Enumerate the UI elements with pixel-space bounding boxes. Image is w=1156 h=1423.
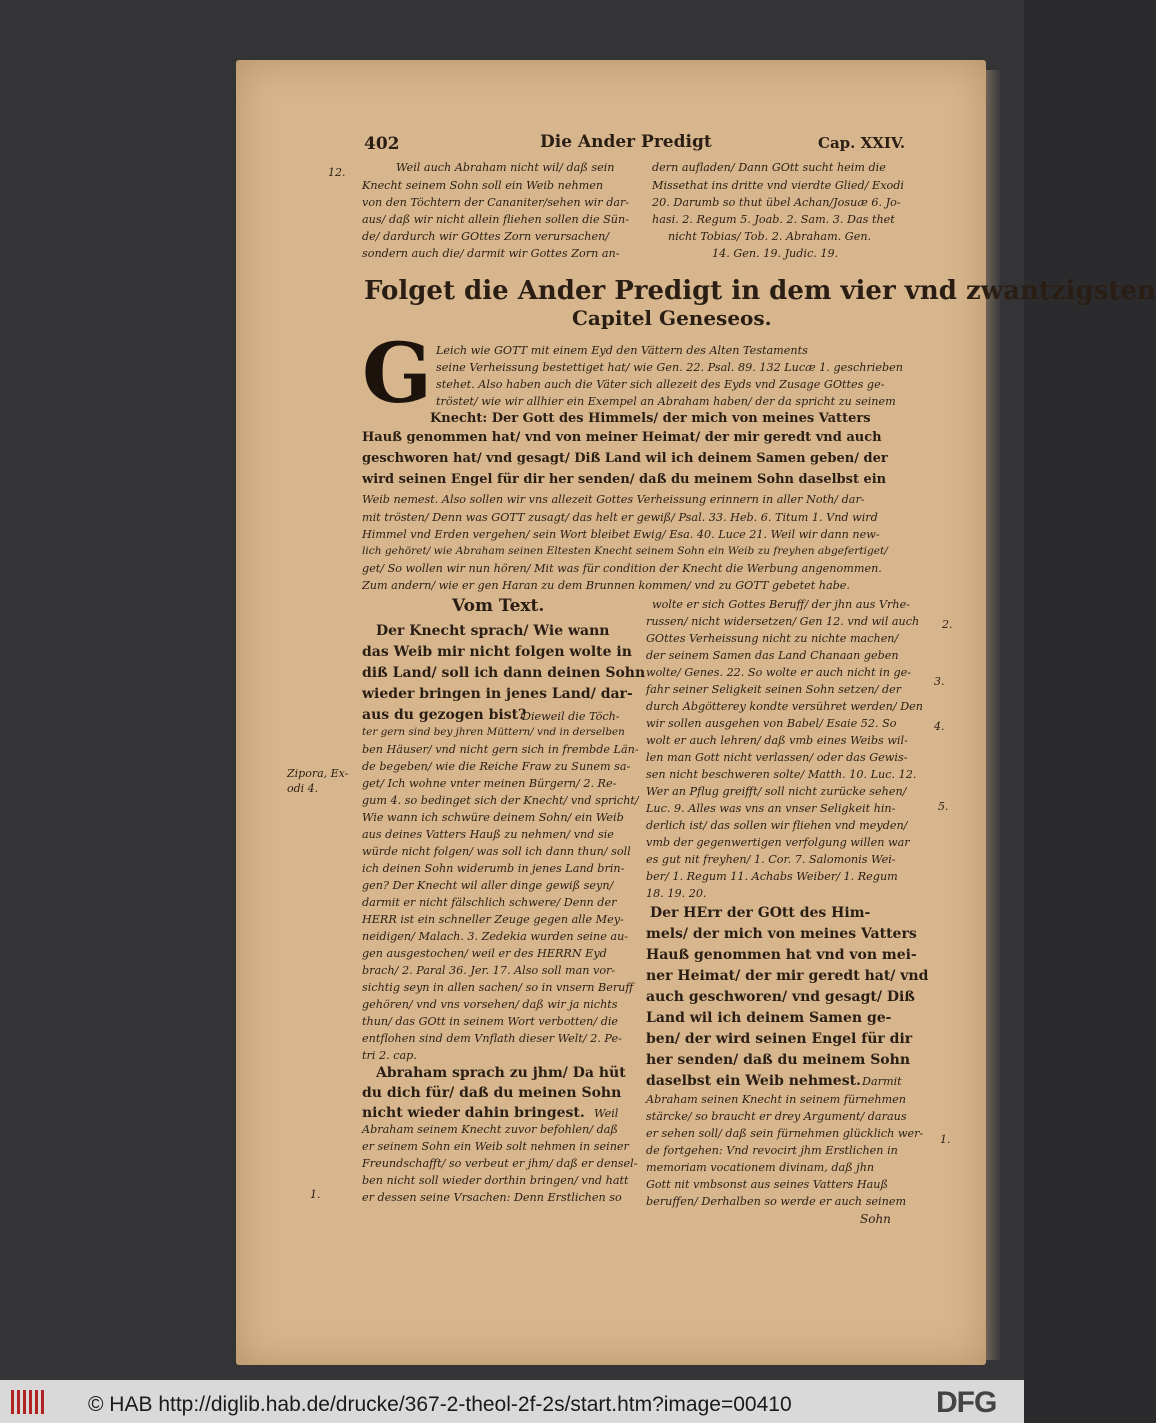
text-line: lich gehöret/ wie Abraham seinen Eltesten Knecht seinem Sohn ein Weib zu freyhen abgefertiget/ <box>362 545 888 557</box>
text-line: tri 2. cap. <box>362 1049 417 1062</box>
text-line: get/ Ich wohne vnter meinen Bürgern/ 2. Re- <box>362 777 617 790</box>
text-line: ben nicht soll wieder dorthin bringen/ vnd hatt <box>362 1174 629 1187</box>
text-line: er seinem Sohn ein Weib solt nehmen in seiner <box>362 1140 629 1153</box>
text-line: nicht wieder dahin bringest. <box>362 1105 585 1121</box>
text-line: 20. Darumb so thut übel Achan/Josuæ 6. Jo- <box>652 196 901 209</box>
text-line: tröstet/ wie wir allhier ein Exempel an Abraham haben/ der da spricht zu seinem <box>436 395 896 408</box>
text-line: Wie wann ich schwüre deinem Sohn/ ein Weib <box>362 811 624 824</box>
text-line: wird seinen Engel für dir her senden/ daß du meinem Sohn daselbst ein <box>362 472 887 487</box>
text-line: len man Gott nicht verlassen/ oder das Gewis- <box>646 751 908 764</box>
sermon-subtitle: Capitel Geneseos. <box>572 306 772 330</box>
text-line: das Weib mir nicht folgen wolte in <box>362 644 632 660</box>
library-logo-icon <box>8 1386 48 1418</box>
text-line: Weib nemest. Also sollen wir vns allezeit Gottes Verheissung erinnern in aller Noth/ dar- <box>362 493 865 506</box>
text-line: sondern auch die/ darmit wir Gottes Zorn an- <box>362 247 620 260</box>
text-line: Leich wie GOTT mit einem Eyd den Vättern des Alten Testaments <box>436 344 808 357</box>
text-line: Knecht seinem Sohn soll ein Weib nehmen <box>362 179 604 192</box>
text-line: er dessen seine Vrsachen: Denn Erstlichen so <box>362 1191 622 1204</box>
text-line: memoriam vocationem divinam, daß jhn <box>646 1161 875 1174</box>
text-line: hasi. 2. Regum 5. Joab. 2. Sam. 3. Das thet <box>652 213 895 226</box>
text-line: es gut nit freyhen/ 1. Cor. 7. Salomonis Wei- <box>646 853 896 866</box>
text-line: GOttes Verheissung nicht zu nichte machen/ <box>646 632 899 645</box>
text-line: Weil <box>594 1107 619 1120</box>
text-line: der seinem Samen das Land Chanaan geben <box>646 649 899 662</box>
margin-note-right-3: 3. <box>934 675 945 688</box>
text-line: nicht Tobias/ Tob. 2. Abraham. Gen. <box>668 230 872 243</box>
text-line: Freundschafft/ so verbeut er jhm/ daß er densel- <box>362 1157 638 1170</box>
text-line: Hauß genommen hat vnd von mei- <box>646 947 917 963</box>
text-line: Abraham seinen Knecht in seinem fürnehmen <box>646 1093 906 1106</box>
text-line: beruffen/ Derhalben so werde er auch seinem <box>646 1195 907 1208</box>
text-line: HERR ist ein schneller Zeuge gegen alle Mey- <box>362 913 624 926</box>
text-line: aus deines Vatters Hauß zu nehmen/ vnd sie <box>362 828 614 841</box>
running-title: Die Ander Predigt <box>540 132 712 152</box>
text-line: entflohen sind dem Vnflath dieser Welt/ 2. Pe- <box>362 1032 622 1045</box>
text-line: Zum andern/ wie er gen Haran zu dem Brunnen kommen/ vnd zu GOTT gebetet habe. <box>362 579 850 592</box>
text-line: gen? Der Knecht wil aller dinge gewiß seyn/ <box>362 879 614 892</box>
text-line: Gott nit vmbsonst aus seines Vatters Hauß <box>646 1178 888 1191</box>
text-line: durch Abgötterey kondte versühret werden/ Den <box>646 700 924 713</box>
text-line: fahr seiner Seligkeit seinen Sohn setzen/ der <box>646 683 902 696</box>
text-line: Luc. 9. Alles was vns an vnser Seligkeit hin- <box>646 802 896 815</box>
text-line: derlich ist/ das sollen wir fliehen vnd meyden/ <box>646 819 908 832</box>
text-line: 14. Gen. 19. Judic. 19. <box>712 247 839 260</box>
sermon-title: Folget die Ander Predigt in dem vier vnd zwantzigsten <box>364 276 1156 306</box>
section-heading: Vom Text. <box>452 596 545 616</box>
text-line: stärcke/ so braucht er drey Argument/ daraus <box>646 1110 907 1123</box>
text-line: gen ausgestochen/ weil er des HERRN Eyd <box>362 947 607 960</box>
text-line: wolt er auch lehren/ daß vmb eines Weibs wil- <box>646 734 908 747</box>
text-line: aus du gezogen bist? <box>362 707 527 723</box>
margin-note-zipora: Zipora, Ex- <box>287 767 349 780</box>
text-line: neidigen/ Malach. 3. Zedekia wurden seine au- <box>362 930 629 943</box>
text-line: ich deinen Sohn widerumb in jenes Land brin- <box>362 862 625 875</box>
text-line: Abraham seinem Knecht zuvor befohlen/ daß <box>362 1123 618 1136</box>
text-line: ner Heimat/ der mir geredt hat/ vnd <box>646 968 929 984</box>
text-line: wolte/ Genes. 22. So wolte er auch nicht in ge- <box>646 666 912 679</box>
text-line: Dieweil die Töch- <box>522 710 620 723</box>
text-line: gehören/ vnd vns vorsehen/ daß wir ja nichts <box>362 998 618 1011</box>
text-line: wir sollen ausgehen von Babel/ Esaie 52. So <box>646 717 897 730</box>
text-line: Darmit <box>862 1075 902 1088</box>
text-line: Wer an Pflug greifft/ soll nicht zurücke sehen/ <box>646 785 907 798</box>
text-line: Himmel vnd Erden vergehen/ sein Wort bleibet Ewig/ Esa. 40. Luce 21. Weil wir dann new- <box>362 528 880 541</box>
text-line: mels/ der mich von meines Vatters <box>646 926 917 942</box>
text-line: Der Knecht sprach/ Wie wann <box>376 623 610 639</box>
text-line: würde nicht folgen/ was soll ich dann thun/ soll <box>362 845 631 858</box>
text-line: Missethat ins dritte vnd vierdte Glied/ Exodi <box>652 179 904 192</box>
text-line: russen/ nicht widersetzen/ Gen 12. vnd wil auch <box>646 615 920 628</box>
margin-note-zipora-2: odi 4. <box>287 782 319 795</box>
text-line: darmit er nicht fälschlich schwere/ Denn der <box>362 896 617 909</box>
text-line: daselbst ein Weib nehmest. <box>646 1073 861 1089</box>
margin-note-right-2: 2. <box>942 618 953 631</box>
margin-note-left-1: 1. <box>310 1188 321 1201</box>
catchword: Sohn <box>860 1212 891 1226</box>
text-line: wieder bringen in jenes Land/ dar- <box>362 686 633 702</box>
text-line: thun/ das GOtt in seinem Wort verbotten/ die <box>362 1015 619 1028</box>
text-line: du dich für/ daß du meinen Sohn <box>362 1085 622 1101</box>
text-line: brach/ 2. Paral 36. Jer. 17. Also soll man vor- <box>362 964 616 977</box>
margin-note-right-1: 1. <box>940 1133 951 1146</box>
text-line: get/ So wollen wir nun hören/ Mit was für condition der Knecht die Werbung angenommen. <box>362 562 882 575</box>
text-line: mit trösten/ Denn was GOTT zusagt/ das helt er gewiß/ Psal. 33. Heb. 6. Titum 1. Vnd wird <box>362 511 878 524</box>
text-line: seine Verheissung bestettiget hat/ wie Gen. 22. Psal. 89. 132 Lucæ 1. geschrieben <box>436 361 903 374</box>
text-line: gum 4. so bedinget sich der Knecht/ vnd spricht/ <box>362 794 639 807</box>
text-line: er sehen soll/ daß sein fürnehmen glücklich wer- <box>646 1127 924 1140</box>
text-line: wolte er sich Gottes Beruff/ der jhn aus Vrhe- <box>652 598 910 611</box>
text-line: Knecht: Der Gott des Himmels/ der mich von meines Vatters <box>430 411 871 426</box>
text-line: sen nicht beschweren solte/ Matth. 10. Luc. 12. <box>646 768 917 781</box>
text-line: sichtig seyn in allen sachen/ so in vnsern Beruff <box>362 981 634 994</box>
text-line: diß Land/ soll ich dann deinen Sohn <box>362 665 646 681</box>
text-line: her senden/ daß du meinem Sohn <box>646 1052 910 1068</box>
chapter-label: Cap. XXIV. <box>818 134 906 152</box>
text-line: geschworen hat/ vnd gesagt/ Diß Land wil ich deinem Samen geben/ der <box>362 451 888 466</box>
text-line: von den Töchtern der Cananiter/sehen wir dar- <box>362 196 630 209</box>
margin-note-right-5: 5. <box>938 800 949 813</box>
text-line: Hauß genommen hat/ vnd von meiner Heimat/ der mir geredt vnd auch <box>362 430 882 445</box>
text-line: de begeben/ wie die Reiche Fraw zu Sunem sa- <box>362 760 631 773</box>
text-line: ben Häuser/ vnd nicht gern sich in frembde Län- <box>362 743 639 756</box>
dfg-logo: DFG <box>936 1386 997 1419</box>
text-line: Weil auch Abraham nicht wil/ daß sein <box>396 161 615 174</box>
text-line: ter gern sind bey jhren Müttern/ vnd in derselben <box>362 726 625 738</box>
copyright-link[interactable]: © HAB http://diglib.hab.de/drucke/367-2-theol-2f-2s/start.htm?image=00410 <box>88 1393 792 1416</box>
text-line: aus/ daß wir nicht allein fliehen sollen die Sün- <box>362 213 629 226</box>
margin-note-right-4: 4. <box>934 720 945 733</box>
text-line: ben/ der wird seinen Engel für dir <box>646 1031 913 1047</box>
text-line: Land wil ich deinem Samen ge- <box>646 1010 892 1026</box>
text-line: stehet. Also haben auch die Väter sich allezeit des Eyds vnd Zusage GOttes ge- <box>436 378 885 391</box>
margin-note-top: 12. <box>328 166 346 179</box>
drop-cap-initial: G <box>362 326 433 422</box>
text-line: Abraham sprach zu jhm/ Da hüt <box>376 1065 626 1081</box>
text-line: auch geschworen/ vnd gesagt/ Diß <box>646 989 915 1005</box>
text-line: dern aufladen/ Dann GOtt sucht heim die <box>652 161 886 174</box>
text-line: 18. 19. 20. <box>646 887 707 900</box>
text-line: Der HErr der GOtt des Him- <box>650 905 871 921</box>
text-line: ber/ 1. Regum 11. Achabs Weiber/ 1. Regum <box>646 870 898 883</box>
text-line: de/ dardurch wir GOttes Zorn verursachen/ <box>362 230 610 243</box>
text-line: de fortgehen: Vnd revocirt jhm Erstlichen in <box>646 1144 898 1157</box>
page-number: 402 <box>364 134 400 154</box>
text-line: vmb der gegenwertigen verfolgung willen war <box>646 836 910 849</box>
